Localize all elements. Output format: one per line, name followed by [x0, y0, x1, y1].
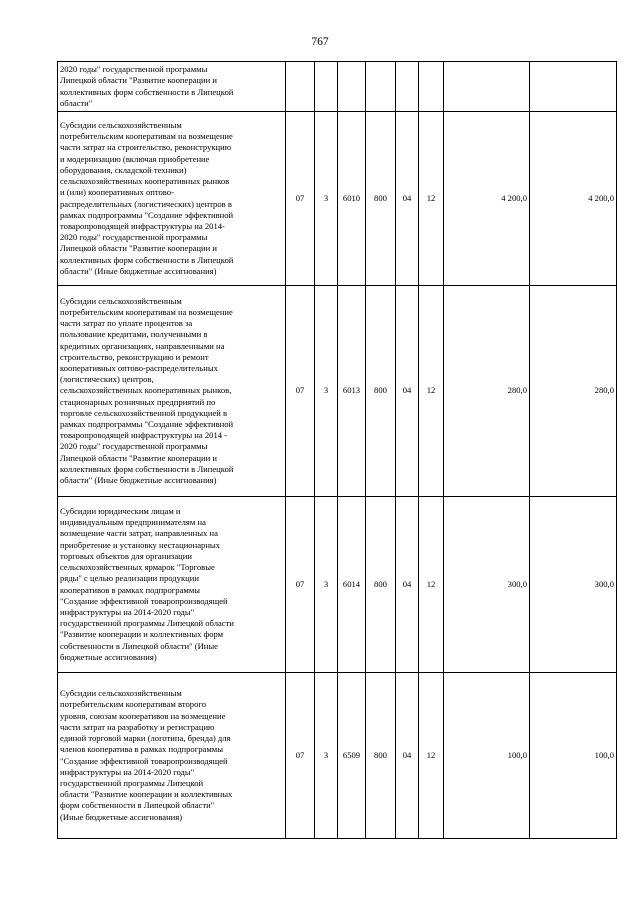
row-description: 2020 годы" государственной программы Липецкой области "Развитие кооперации и коллективных форм собственности в Липецкой области"	[58, 62, 286, 112]
cell-expense-type: 800	[366, 673, 396, 839]
cell-expense-type: 800	[366, 112, 396, 286]
row-description: Субсидии сельскохозяйственным потребительским кооперативам на возмещение части затрат по уплате процентов за пользование кредитами, полученными в кредитных организациях, направленными на строительство, реконструкцию и ремонт кооперативных оптово-распределительных (логистических) центров, сельскохозяйственных кооперативных рынков, стационарных розничных предприятий по торговле сельскохозяйственной продукцией в рамках подпрограммы "Создание эффективной товаропроводящей инфраструктуры на 2014 - 2020 годы" государственной программы Липецкой области "Развитие кооперации и коллективных форм собственности в Липецкой области" (Иные бюджетные ассигнования)	[58, 286, 286, 497]
cell-code-6	[419, 62, 444, 112]
row-description: Субсидии юридическим лицам и индивидуальным предпринимателям на возмещение части затрат, направленных на приобретение и установку нестационарных торговых объектов для организации сельскохозяйственных ярмарок "Торговые ряды" с целью реализации продукции кооперативов в рамках подпрограммы "Создание эффективной товаропроизводящей инфраструктуры на 2014-2020 годы" государственной программы Липецкой области "Развитие кооперации и коллективных форм собственности в Липецкой области" (Иные бюджетные ассигнования)	[58, 497, 286, 673]
cell-expense-type	[366, 62, 396, 112]
cell-target-article: 6509	[338, 673, 366, 839]
cell-code-5	[396, 62, 419, 112]
table-row	[58, 62, 617, 112]
cell-amount-2	[530, 62, 617, 112]
budget-table	[57, 61, 617, 839]
row-description: Субсидии сельскохозяйственным потребительским кооперативам второго уровня, союзам кооперативов на возмещение части затрат на разработку и регистрацию единой торговой марки (логотипа, бренда) для членов кооператива в рамках подпрограммы "Создание эффективной товаропроизводящей инфраструктуры на 2014-2020 годы" государственной программы Липецкой области "Развитие кооперации и коллективных форм собственности в Липецкой области" (Иные бюджетные ассигнования)	[58, 673, 286, 839]
cell-target-article: 6013	[338, 286, 366, 497]
cell-code-6: 12	[419, 112, 444, 286]
cell-amount-1: 280,0	[444, 286, 530, 497]
table-row	[58, 497, 617, 673]
page-number: 767	[311, 36, 329, 48]
cell-code-6: 12	[419, 497, 444, 673]
cell-code-6: 12	[419, 286, 444, 497]
cell-section: 07	[286, 286, 315, 497]
cell-subsection	[315, 62, 338, 112]
cell-target-article: 6014	[338, 497, 366, 673]
cell-section: 07	[286, 673, 315, 839]
table-row	[58, 673, 617, 839]
cell-amount-2: 100,0	[530, 673, 617, 839]
cell-code-5: 04	[396, 112, 419, 286]
cell-code-6: 12	[419, 673, 444, 839]
cell-subsection: 3	[315, 673, 338, 839]
cell-subsection: 3	[315, 286, 338, 497]
cell-amount-1: 4 200,0	[444, 112, 530, 286]
cell-target-article	[338, 62, 366, 112]
cell-amount-1	[444, 62, 530, 112]
cell-section: 07	[286, 497, 315, 673]
cell-target-article: 6010	[338, 112, 366, 286]
cell-subsection: 3	[315, 112, 338, 286]
cell-amount-2: 300,0	[530, 497, 617, 673]
cell-expense-type: 800	[366, 286, 396, 497]
cell-code-5: 04	[396, 286, 419, 497]
cell-amount-1: 300,0	[444, 497, 530, 673]
cell-code-5: 04	[396, 673, 419, 839]
cell-section: 07	[286, 112, 315, 286]
cell-section	[286, 62, 315, 112]
row-description: Субсидии сельскохозяйственным потребительским кооперативам на возмещение части затрат на строительство, реконструкцию и модернизацию (включая приобретение оборудования, складской техники) сельскохозяйственных кооперативных рынков и (или) кооперативных оптово- распределительных (логистических) центров в рамках подпрограммы "Создание эффективной товаропроводящей инфраструктуры на 2014- 2020 годы" государственной программы Липецкой области "Развитие кооперации и коллективных форм собственности в Липецкой области" (Иные бюджетные ассигнования)	[58, 112, 286, 286]
cell-subsection: 3	[315, 497, 338, 673]
cell-amount-2: 4 200,0	[530, 112, 617, 286]
cell-expense-type: 800	[366, 497, 396, 673]
table-row	[58, 112, 617, 286]
cell-amount-2: 280,0	[530, 286, 617, 497]
cell-amount-1: 100,0	[444, 673, 530, 839]
cell-code-5: 04	[396, 497, 419, 673]
table-row	[58, 286, 617, 497]
